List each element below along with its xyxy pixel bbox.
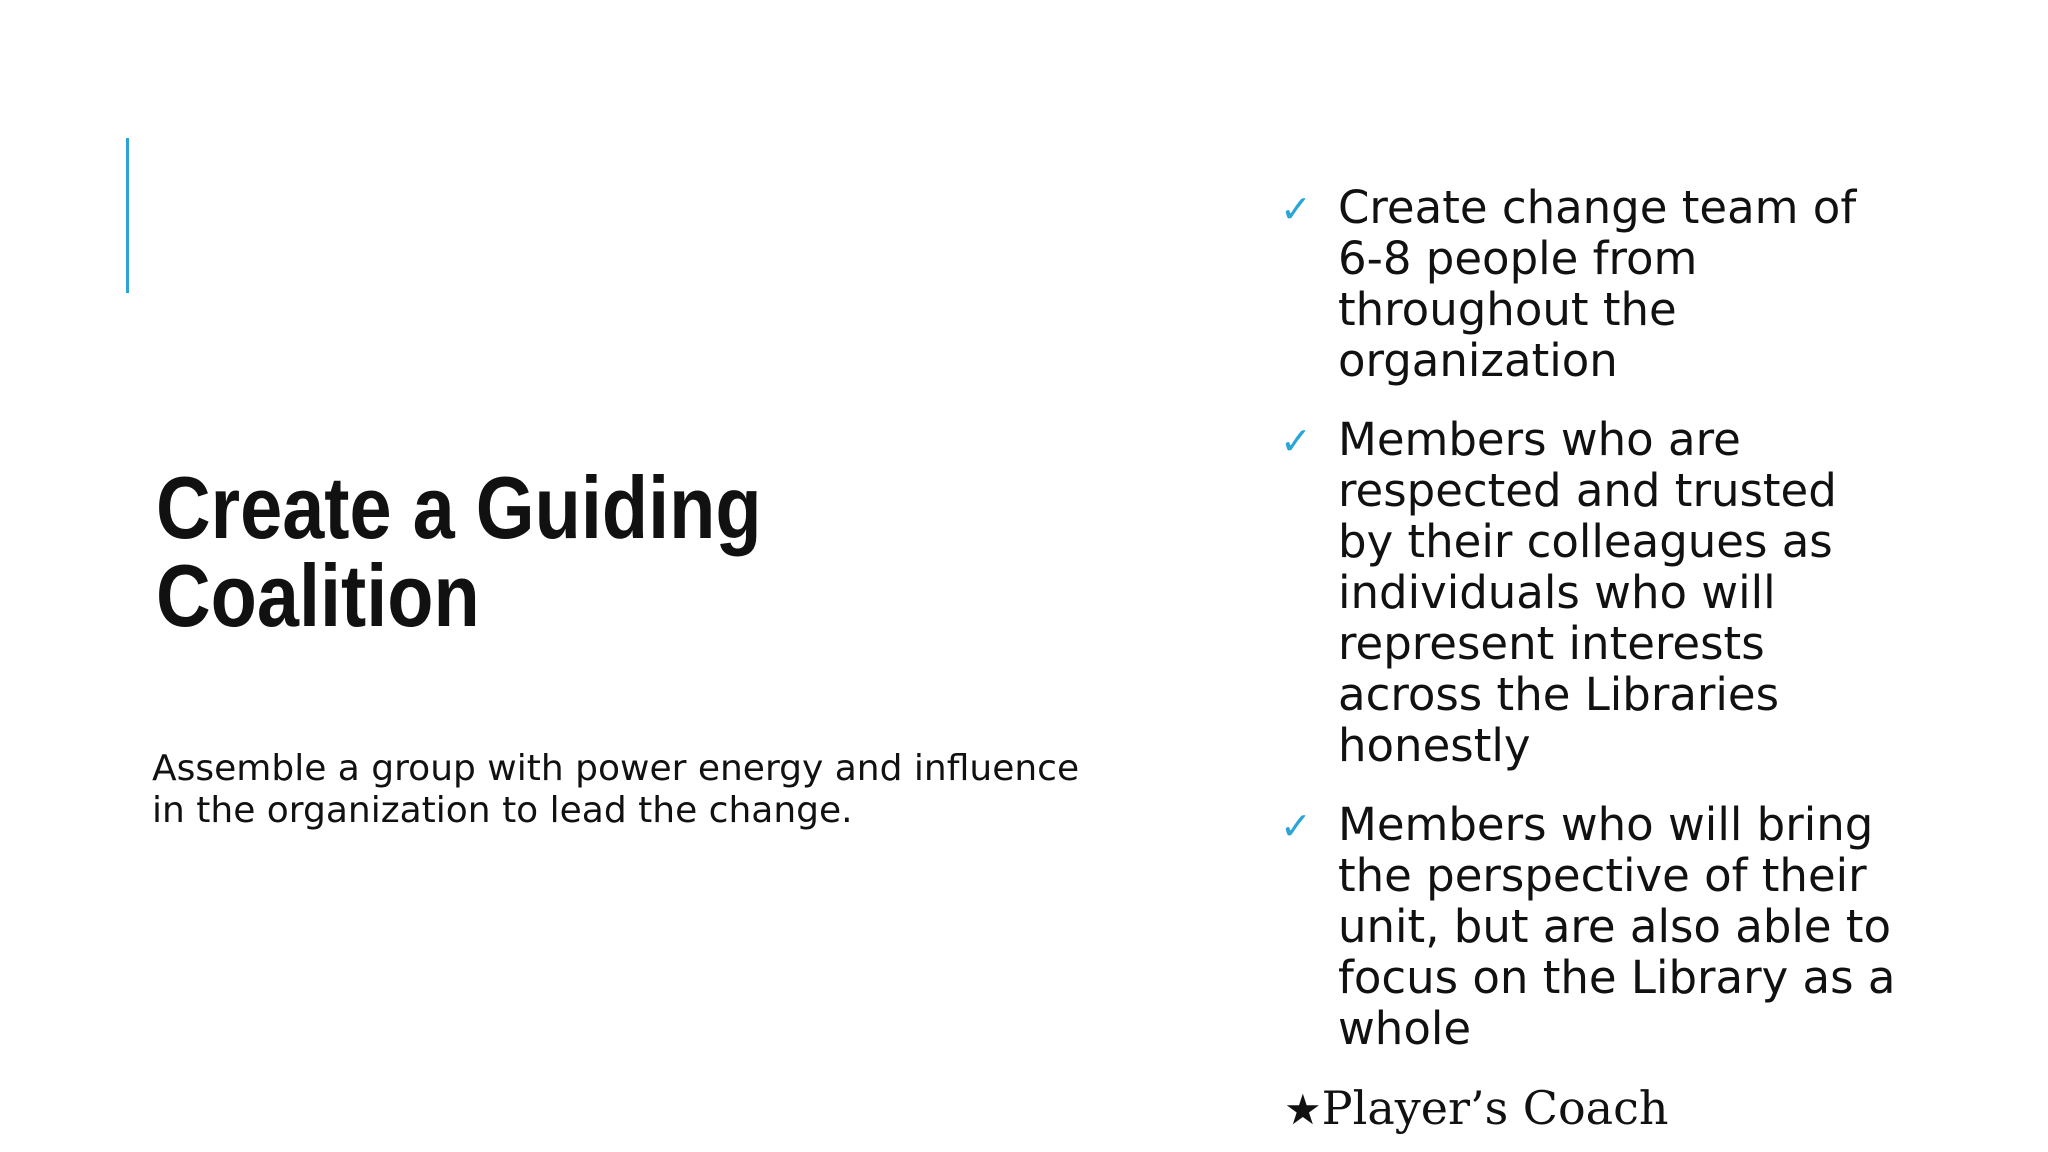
bullet-line: Create change team of — [1338, 181, 1857, 234]
players-coach-note — [1284, 1082, 1669, 1136]
checkmark-icon: ✓ — [1280, 804, 1312, 848]
bullet-item-2 — [1280, 414, 2020, 771]
accent-bar — [126, 138, 129, 293]
slide-title-line-2: Coalition — [156, 546, 480, 645]
slide-title-line-1: Create a Guiding — [156, 458, 762, 557]
checkmark-icon: ✓ — [1280, 419, 1312, 463]
bullet-line: whole — [1338, 1002, 1472, 1055]
bullet-line: individuals who will — [1338, 566, 1776, 619]
bullet-line: by their colleagues as — [1338, 515, 1833, 568]
slide-subtitle — [152, 748, 1152, 832]
bullet-line: 6-8 people from — [1338, 232, 1698, 285]
bullet-line: across the Libraries — [1338, 668, 1780, 721]
bullet-line: honestly — [1338, 719, 1531, 772]
slide-title — [156, 458, 964, 645]
checkmark-icon: ✓ — [1280, 187, 1312, 231]
bullet-line: focus on the Library as a — [1338, 951, 1896, 1004]
slide-subtitle-line-1: Assemble a group with power energy and influence — [152, 748, 1080, 789]
bullet-line: throughout the — [1338, 283, 1677, 336]
bullet-item-1 — [1280, 182, 2020, 386]
bullet-line: unit, but are also able to — [1338, 900, 1892, 953]
bullet-line: organization — [1338, 334, 1618, 387]
bullet-line: respected and trusted — [1338, 464, 1837, 517]
bullet-list — [1280, 182, 2020, 1082]
slide-subtitle-line-2: in the organization to lead the change. — [152, 790, 853, 831]
note-text: Player’s Coach — [1321, 1081, 1669, 1135]
bullet-line: Members who are — [1338, 413, 1741, 466]
bullet-line: Members who will bring — [1338, 798, 1874, 851]
bullet-line: the perspective of their — [1338, 849, 1867, 902]
bullet-line: represent interests — [1338, 617, 1765, 670]
bullet-item-3 — [1280, 799, 2020, 1054]
star-icon: ★ — [1284, 1085, 1322, 1134]
